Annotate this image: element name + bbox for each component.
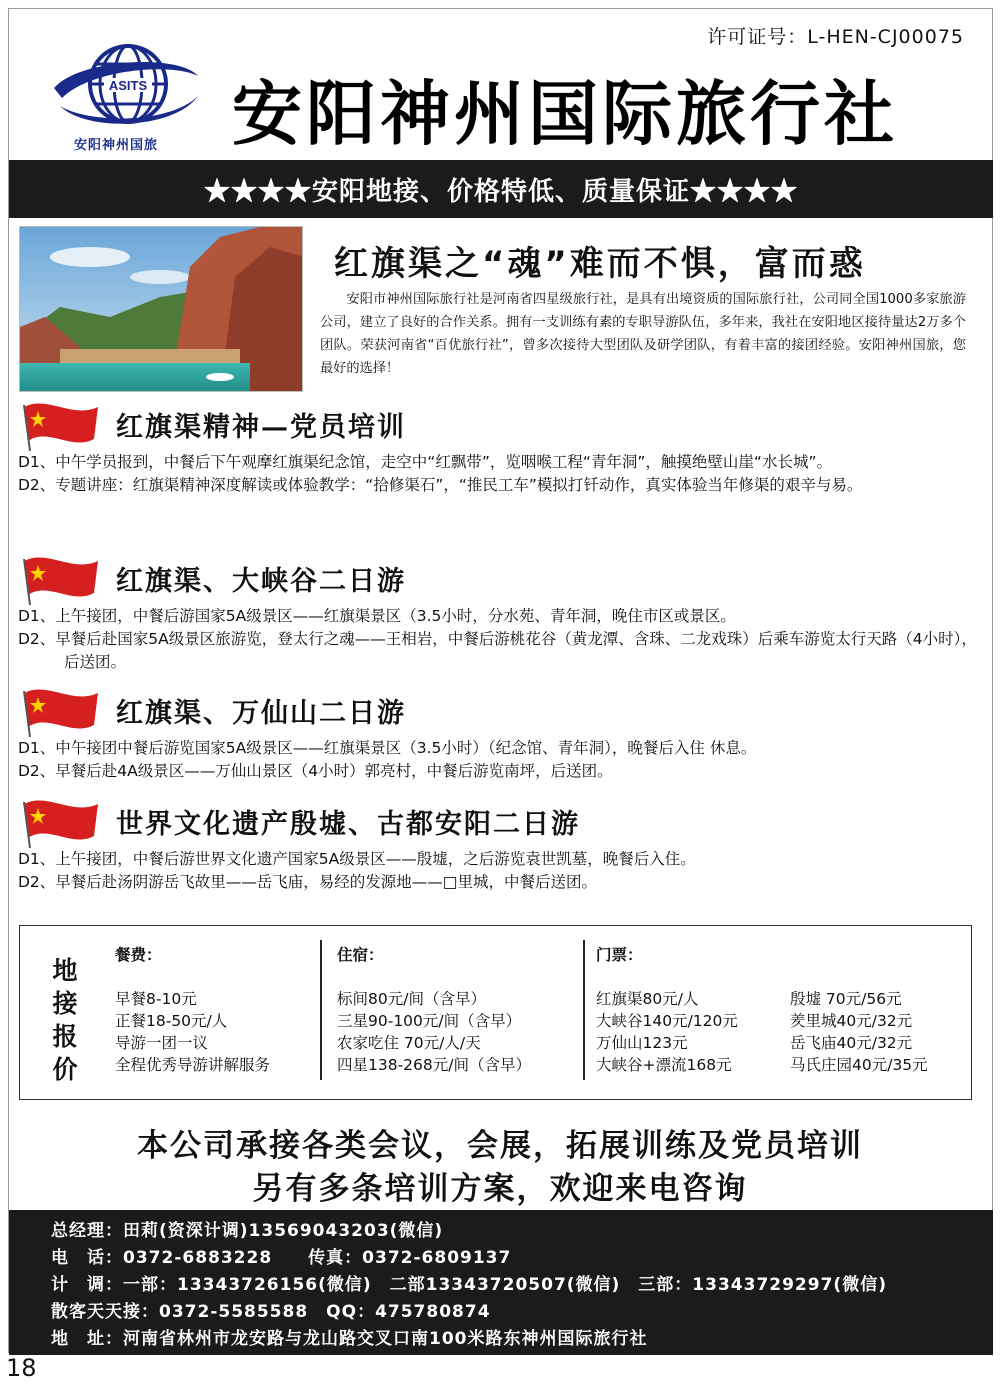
price-item: 早餐8-10元 [115,990,197,1008]
price-item: 羑里城40元/32元 [790,1012,913,1030]
price-item: 四星138-268元/间（含早） [337,1056,531,1074]
section-party-training [18,397,978,497]
price-item: 正餐18-50元/人 [115,1012,228,1030]
section-title: 红旗渠、大峡谷二日游 [116,565,406,597]
price-item: 马氏庄园40元/35元 [790,1056,928,1074]
intro-title: 红旗渠之“魂”难而不惧，富而惑 [334,244,866,284]
section-hongqiqu-wanxianshan [18,683,978,783]
contact-bar [9,1210,993,1355]
itinerary-line: D2、早餐后赴国家5A级景区旅游览，登太行之魂——王相岩，中餐后游桃花谷（黄龙潭、含珠、二龙戏珠）后乘车游览太行天路（4小时），后送团。 [18,630,977,671]
itinerary-line: D1、中午学员报到，中餐后下午观摩红旗渠纪念馆，走空中“红飘带”，览咽喉工程“青年洞”，触摸绝壁山崖“水长城”。 [18,453,832,471]
price-item: 万仙山123元 [596,1034,688,1052]
contact-dispatch: 计 调：一部：13343726156(微信) 二部13343720507(微信) 三部：13343729297(微信) [51,1275,887,1295]
price-item: 岳飞庙40元/32元 [790,1034,913,1052]
red-flag-icon [18,551,102,605]
company-name: 安阳神州国际旅行社 [232,72,898,155]
slogan-bar [9,160,993,218]
itinerary-line: D2、早餐后赴4A级景区——万仙山景区（4小时）郭亮村，中餐后游览南坪，后送团。 [18,762,613,780]
section-hongqiqu-canyon [18,551,978,674]
tickets-column-right [790,988,928,1076]
meals-heading: 餐费： [115,946,162,964]
logo-caption: 安阳神州国旅 [74,138,159,153]
promo-line-1: 本公司承接各类会议，会展，拓展训练及党员培训 [137,1128,863,1164]
price-item: 红旗渠80元/人 [596,990,699,1008]
contact-walkin: 散客天天接：0372-5585588 QQ：475780874 [51,1302,491,1322]
tickets-column [596,944,738,1076]
price-item: 农家吃住 70元/人/天 [337,1034,481,1052]
price-item: 导游一团一议 [115,1034,209,1052]
pricing-box [19,925,972,1100]
price-item: 标间80元/间（含早） [337,990,486,1008]
canyon-photo [19,226,303,392]
red-flag-icon [18,683,102,737]
intro-body: 安阳市神州国际旅行社是河南省四星级旅行社，是具有出境资质的国际旅行社，公司同全国1000多家旅游公司，建立了良好的合作关系。拥有一支训练有素的专职导游队伍，多年来，我社在安阳地区接待量达2万多个团队。荣获河南省“百优旅行社”，曾多次接待大型团队及研学团队，有着丰富的接团经验。安阳神州国旅，您最好的选择！ [320,292,966,376]
slogan-text: ★★★★安阳地接、价格特低、质量保证★★★★ [203,176,798,207]
contact-manager: 总经理：田莉(资深计调)13569043203(微信) [51,1221,444,1241]
lodging-heading: 住宿： [337,946,384,964]
column-divider [583,940,585,1080]
section-title: 红旗渠、万仙山二日游 [116,697,406,729]
section-yinxu-anyang [18,794,978,894]
itinerary-line: D1、上午接团，中餐后游国家5A级景区——红旗渠景区（3.5小时，分水苑、青年洞，晚住市区或景区。 [18,607,736,625]
price-item: 殷墟 70元/56元 [790,990,902,1008]
promo-line-2: 另有多条培训方案，欢迎来电咨询 [252,1171,748,1207]
section-title: 世界文化遗产殷墟、古都安阳二日游 [116,808,580,840]
contact-phone-fax: 电 话：0372-6883228 传真：0372-6809137 [51,1248,512,1268]
column-divider [320,940,322,1080]
itinerary-line: D2、专题讲座：红旗渠精神深度解读或体验教学：“拾修渠石”，“推民工车”模拟打钎动作，真实体验当年修渠的艰辛与易。 [18,476,863,494]
meals-column [115,944,270,1076]
page-number: 18 [6,1354,37,1382]
red-flag-icon [18,397,102,451]
itinerary-line: D2、早餐后赴汤阴游岳飞故里——岳飞庙，易经的发源地——□里城，中餐后送团。 [18,873,597,891]
price-item: 全程优秀导游讲解服务 [115,1056,271,1074]
lodging-column [337,944,531,1076]
price-item: 大峡谷140元/120元 [596,1012,738,1030]
license-number: 许可证号：L-HEN-CJ00075 [707,26,964,48]
itinerary-line: D1、中午接团中餐后游览国家5A级景区——红旗渠景区（3.5小时）（纪念馆、青年洞），晚餐后入住 休息。 [18,739,757,757]
itinerary-line: D1、上午接团，中餐后游世界文化遗产国家5A级景区——殷墟，之后游览袁世凯墓，晚餐后入住。 [18,850,696,868]
pricing-label: 地 接 报 价 [52,956,78,1084]
price-item: 三星90-100元/间（含早） [337,1012,522,1030]
logo-text: ASITS [108,78,148,93]
red-flag-icon [18,794,102,848]
section-title: 红旗渠精神—党员培训 [116,411,406,443]
price-item: 大峡谷+漂流168元 [596,1056,732,1074]
tickets-heading: 门票： [596,946,643,964]
contact-address: 地 址：河南省林州市龙安路与龙山路交叉口南100米路东神州国际旅行社 [51,1329,648,1349]
